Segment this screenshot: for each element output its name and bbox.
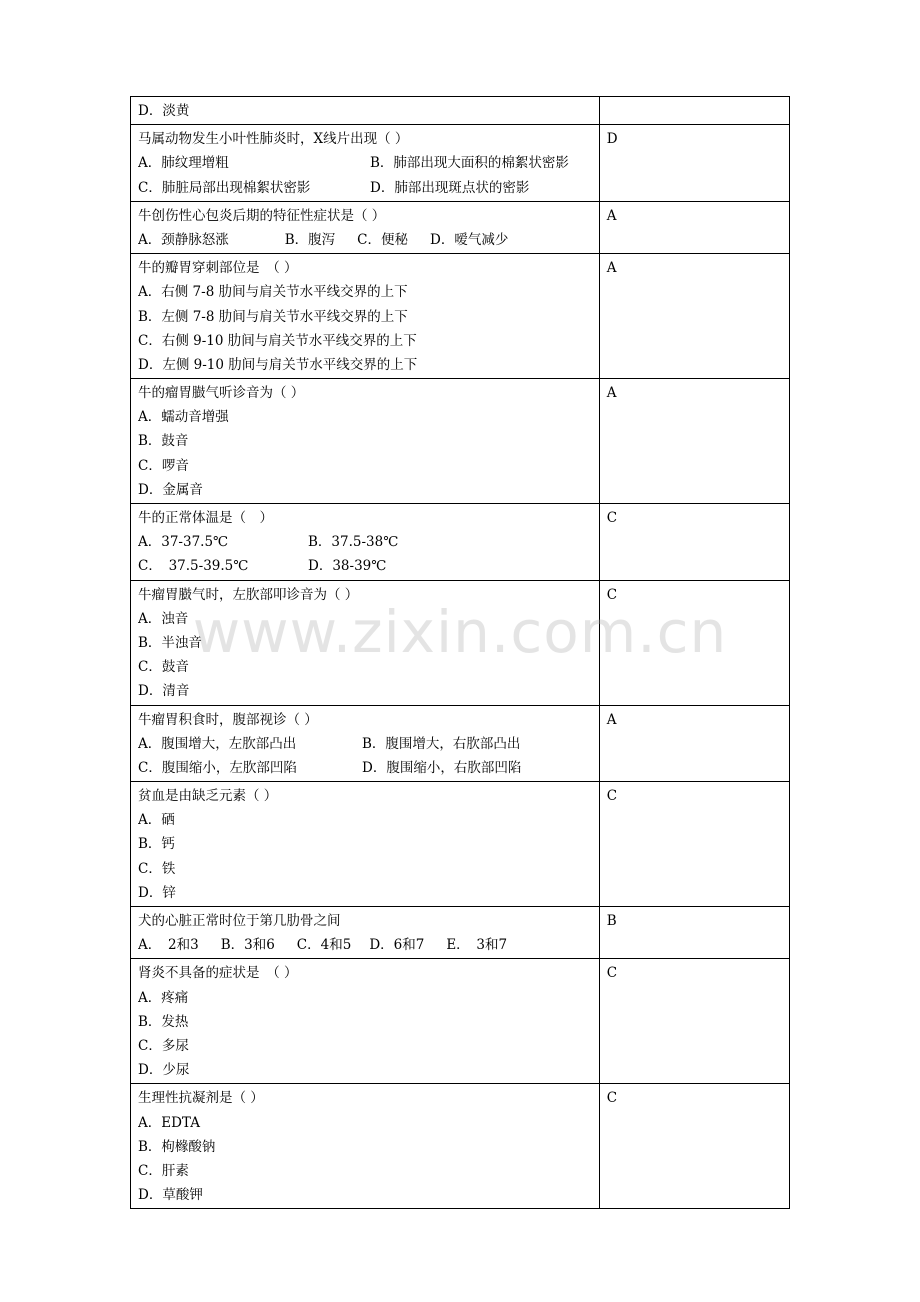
option-b: B．37.5-38℃ [308,534,399,551]
question-cell [131,97,600,125]
question-text: 牛瘤胃臌气时，左肷部叩诊音为（ ） [138,586,359,603]
question-cell [131,580,600,705]
option-c: C．右侧 9-10 肋间与肩关节水平线交界的上下 [138,332,417,349]
quiz-sheet [130,96,790,1209]
option-a: A．肺纹理增粗 [138,155,229,172]
option-a: A．浊音 [138,610,189,627]
question-cell [131,907,600,959]
question-cell [131,254,600,379]
answer-cell: A [599,379,789,504]
option-pair [138,554,592,578]
option-c: C．多尿 [138,1037,189,1054]
answer-cell: A [599,254,789,379]
answer-cell [599,97,789,125]
question-text: 牛的瘤胃臌气听诊音为（ ） [138,385,305,402]
option-pair [138,176,592,200]
question-cell [131,125,600,202]
question-cell [131,1084,600,1209]
option-d: D．金属音 [138,481,203,498]
table-row [131,379,790,504]
quiz-table [130,96,790,1209]
option-c: C．肺脏局部出现棉絮状密影 [138,179,311,196]
option-b: B．3和6 [220,937,275,954]
option-a: A．疼痛 [138,989,189,1006]
option-e: E． 3和7 [446,937,508,954]
option-a: A．腹围增大，左肷部凸出 [138,735,297,752]
option-d: D．38-39℃ [308,558,387,575]
option-a: A．颈静脉怒涨 [138,231,229,248]
option-b: B．钙 [138,836,175,853]
option-c: C．肝素 [138,1162,189,1179]
option-pair [138,732,592,756]
option-d: D．清音 [138,683,190,700]
answer-cell: C [599,782,789,907]
option-d: D．草酸钾 [138,1187,203,1204]
option-a: A．37-37.5℃ [138,534,229,551]
question-cell [131,379,600,504]
option-d: D．淡黄 [138,103,190,119]
option-c: C．便秘 [357,231,409,248]
question-cell [131,782,600,907]
table-row [131,782,790,907]
answer-cell: A [599,705,789,782]
question-text: 牛瘤胃积食时，腹部视诊（ ） [138,711,318,728]
option-d: D．肺部出现斑点状的密影 [370,179,530,196]
option-b: B．左侧 7-8 肋间与肩关节水平线交界的上下 [138,308,408,325]
table-row [131,959,790,1084]
answer-cell: C [599,1084,789,1209]
option-d: D．嗳气减少 [430,231,509,248]
answer-cell: B [599,907,789,959]
option-a: A．蠕动音增强 [138,409,229,426]
option-a: A．EDTA [138,1114,200,1131]
answer-cell: C [599,504,789,581]
option-inline [138,933,592,957]
option-a: A．硒 [138,812,175,829]
option-b: B．半浊音 [138,634,202,651]
option-inline [138,228,592,252]
option-b: B．腹围增大，右肷部凸出 [362,735,521,752]
table-row [131,254,790,379]
option-c: C．腹围缩小，左肷部凹陷 [138,759,297,776]
option-b: B．发热 [138,1013,189,1030]
question-text: 牛的瓣胃穿刺部位是 （ ） [138,260,298,277]
option-pair [138,756,592,780]
option-c: C．啰音 [138,457,189,474]
question-text: 肾炎不具备的症状是 （ ） [138,965,298,982]
option-d: D．左侧 9-10 肋间与肩关节水平线交界的上下 [138,356,418,373]
question-cell [131,959,600,1084]
table-row [131,1084,790,1209]
table-row [131,97,790,125]
option-c: C． 37.5-39.5℃ [138,558,249,575]
question-cell [131,705,600,782]
option-b: B．腹泻 [284,231,336,248]
answer-cell: C [599,959,789,1084]
answer-cell: A [599,201,789,253]
answer-cell: D [599,125,789,202]
table-row [131,125,790,202]
question-text: 马属动物发生小叶性肺炎时，X线片出现（ ） [138,131,409,148]
table-row [131,580,790,705]
question-text: 犬的心脏正常时位于第几肋骨之间 [138,913,341,929]
answer-cell: C [599,580,789,705]
option-d: D．锌 [138,884,176,901]
option-b: B．枸橼酸钠 [138,1138,216,1155]
option-a: A．右侧 7-8 肋间与肩关节水平线交界的上下 [138,284,408,301]
question-text: 贫血是由缺乏元素（ ） [138,788,278,805]
option-d: D．腹围缩小，右肷部凹陷 [362,759,522,776]
option-b: B．鼓音 [138,433,189,450]
option-pair [138,151,592,175]
question-text: 牛创伤性心包炎后期的特征性症状是（ ） [138,207,386,224]
option-d: D．6和7 [369,937,425,954]
question-text: 牛的正常体温是（ ） [138,510,273,526]
option-c: C．鼓音 [138,659,189,676]
table-row [131,201,790,253]
option-b: B．肺部出现大面积的棉絮状密影 [370,155,569,172]
option-a: A． 2和3 [138,937,199,954]
option-c: C．铁 [138,860,176,877]
question-cell [131,504,600,581]
table-row [131,504,790,581]
question-text: 生理性抗凝剂是（ ） [138,1090,264,1107]
watermark: www.zixin.com.cn [192,598,728,666]
table-row [131,705,790,782]
table-row [131,907,790,959]
option-c: C．4和5 [296,937,352,954]
option-pair [138,530,592,554]
question-cell [131,201,600,253]
option-d: D．少尿 [138,1062,190,1079]
